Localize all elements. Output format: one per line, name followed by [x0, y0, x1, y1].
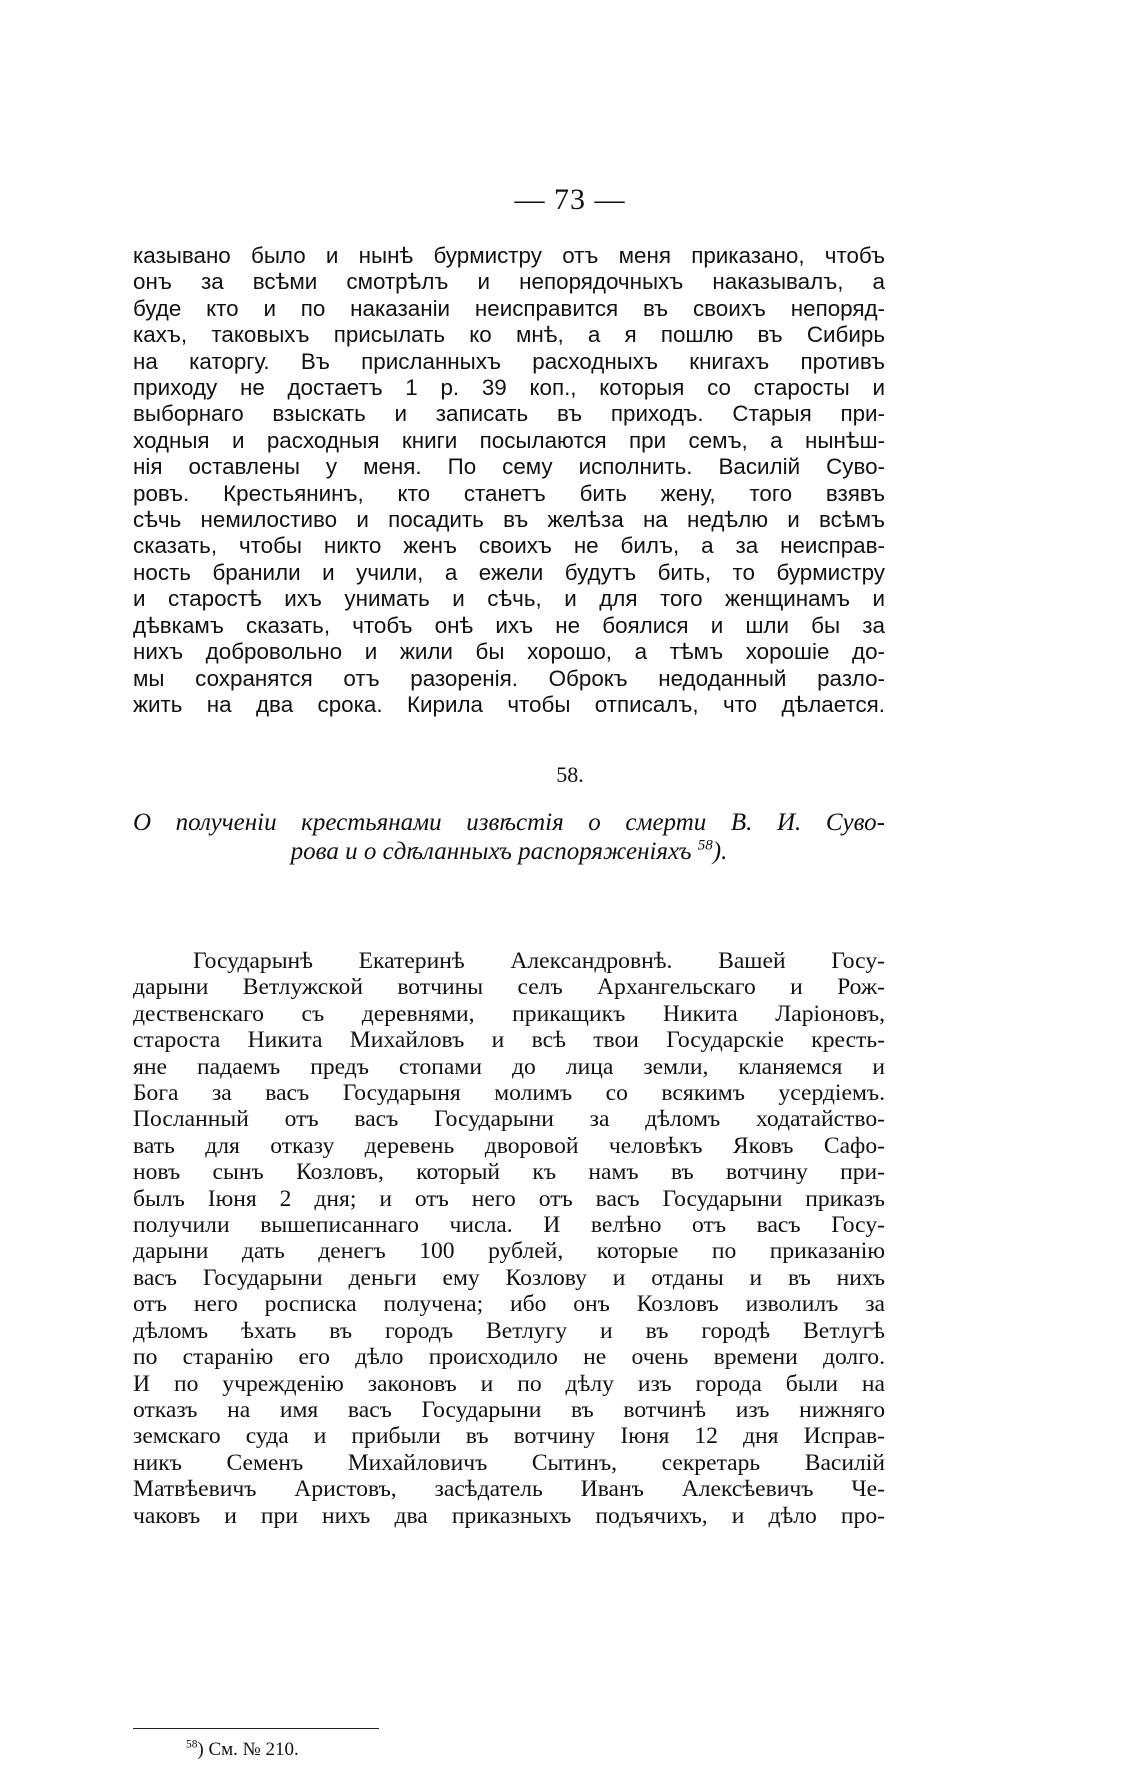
text-line: староста Никита Михайловъ и всѣ твои Государскiе кресть- [133, 1027, 885, 1054]
text-line: дѣвкамъ сказать, чтобъ онѣ ихъ не боялися и шли бы за [133, 612, 885, 638]
text-line: получили вышеписаннаго числа. И велѣно отъ васъ Госу- [133, 1212, 885, 1239]
text-line: земскаго суда и прибыли въ вотчину Iюня 12 дня Исправ- [133, 1423, 885, 1450]
text-line: кахъ, таковыхъ присылать ко мнѣ, а я пошлю въ Сибирь [133, 322, 885, 348]
text-line: приходу не достаетъ 1 р. 39 коп., которыя со старосты и [133, 375, 885, 401]
text-line: дарыни Ветлужской вотчины селъ Архангельскаго и Рож- [133, 974, 885, 1001]
section-title-close: ). [712, 838, 728, 865]
section-title-text: рова и о сдѣланныхъ распоряженiяхъ [290, 838, 692, 865]
text-line: Посланный отъ васъ Государыни за дѣломъ ходатайство- [133, 1106, 885, 1133]
text-line: новъ сынъ Козловъ, который къ намъ въ вотчину при- [133, 1159, 885, 1186]
text-line: вать для отказу деревень дворовой человѣкъ Яковъ Сафо- [133, 1132, 885, 1159]
text-line: сѣчь немилостиво и посадить въ желѣза на недѣлю и всѣмъ [133, 507, 885, 533]
text-line: отказъ на имя васъ Государыни въ вотчинѣ изъ нижняго [133, 1396, 885, 1423]
text-line: мы сохранятся отъ разоренiя. Оброкъ недоданный разло- [133, 665, 885, 691]
paragraph-letter [133, 948, 885, 1529]
paragraph-top [133, 243, 885, 718]
footnote-reference[interactable]: 58 [697, 837, 713, 854]
section-number: 58. [556, 762, 584, 787]
text-line: былъ Iюня 2 дня; и отъ него отъ васъ Государыни приказъ [133, 1185, 885, 1212]
text-line: Матвѣевичъ Аристовъ, засѣдатель Иванъ Алексѣевичъ Че- [133, 1476, 885, 1503]
text-line: васъ Государыни деньги ему Козлову и отданы и въ нихъ [133, 1264, 885, 1291]
text-line: на каторгу. Въ присланныхъ расходныхъ книгахъ противъ [133, 348, 885, 374]
footnote [186, 1739, 299, 1761]
text-line: казывано было и нынѣ бурмистру отъ меня приказано, чтобъ [133, 243, 885, 268]
text-line: выборнаго взыскать и записать въ приходъ. Старыя при- [133, 401, 885, 427]
footnote-text: ) См. № 210. [197, 1739, 299, 1760]
text-line: Государынѣ Екатеринѣ Александровнѣ. Вашей Госу- [193, 948, 885, 974]
footnote-marker: 58 [186, 1738, 198, 1751]
section-title-line: О полученiи крестьянами извѣстiя о смерти В. И. Суво- [133, 809, 885, 836]
text-line: ность бранили и учили, а ежели будутъ бить, то бурмистру [133, 559, 885, 585]
text-line: жить на два срока. Кирила чтобы отписалъ, что дѣлается. [133, 691, 885, 717]
text-line: дѣломъ ѣхать въ городъ Ветлугу и въ городѣ Ветлугѣ [133, 1317, 885, 1344]
text-line: по стаpанiю его дѣло происходило не очень времени долго. [133, 1344, 885, 1371]
text-line: нихъ добровольно и жили бы хорошо, а тѣмъ хорошiе до- [133, 639, 885, 665]
text-line: дарыни дать денегъ 100 рублей, которые по приказанiю [133, 1238, 885, 1265]
text-line: дественскаго съ деревнями, прикащикъ Никита Ларiоновъ, [133, 1000, 885, 1027]
text-line: буде кто и по наказанiи неисправится въ своихъ непоряд- [133, 295, 885, 321]
text-line: нiя оставлены у меня. По сему исполнить. Василiй Суво- [133, 454, 885, 480]
section-title [133, 808, 885, 866]
page-number: — 73 — [514, 183, 626, 216]
text-line: онъ за всѣми смотрѣлъ и непорядочныхъ наказывалъ, а [133, 269, 885, 295]
text-line: никъ Семенъ Михайловичъ Сытинъ, секретарь Василiй [133, 1449, 885, 1476]
text-line: сказать, чтобы никто женъ своихъ не билъ, а за неисправ- [133, 533, 885, 559]
text-line: чаковъ и при нихъ два приказныхъ подъячихъ, и дѣло про- [133, 1502, 885, 1529]
text-line: отъ него росписка получена; ибо онъ Козловъ изволилъ за [133, 1291, 885, 1318]
text-line: ходныя и расходныя книги посылаются при семъ, а нынѣш- [133, 427, 885, 453]
text-line: ровъ. Крестьянинъ, кто станетъ бить жену, того взявъ [133, 480, 885, 506]
text-line: яне падаемъ предъ стопами до лица земли, кланяемся и [133, 1053, 885, 1080]
text-line: И по учрежденiю законовъ и по дѣлу изъ города были на [133, 1370, 885, 1397]
footnote-divider [133, 1728, 379, 1729]
text-line: и старостѣ ихъ унимать и сѣчь, и для того женщинамъ и [133, 586, 885, 612]
section-title-line [133, 837, 885, 866]
text-line: Бога за васъ Государыня молимъ со всякимъ усердiемъ. [133, 1080, 885, 1107]
